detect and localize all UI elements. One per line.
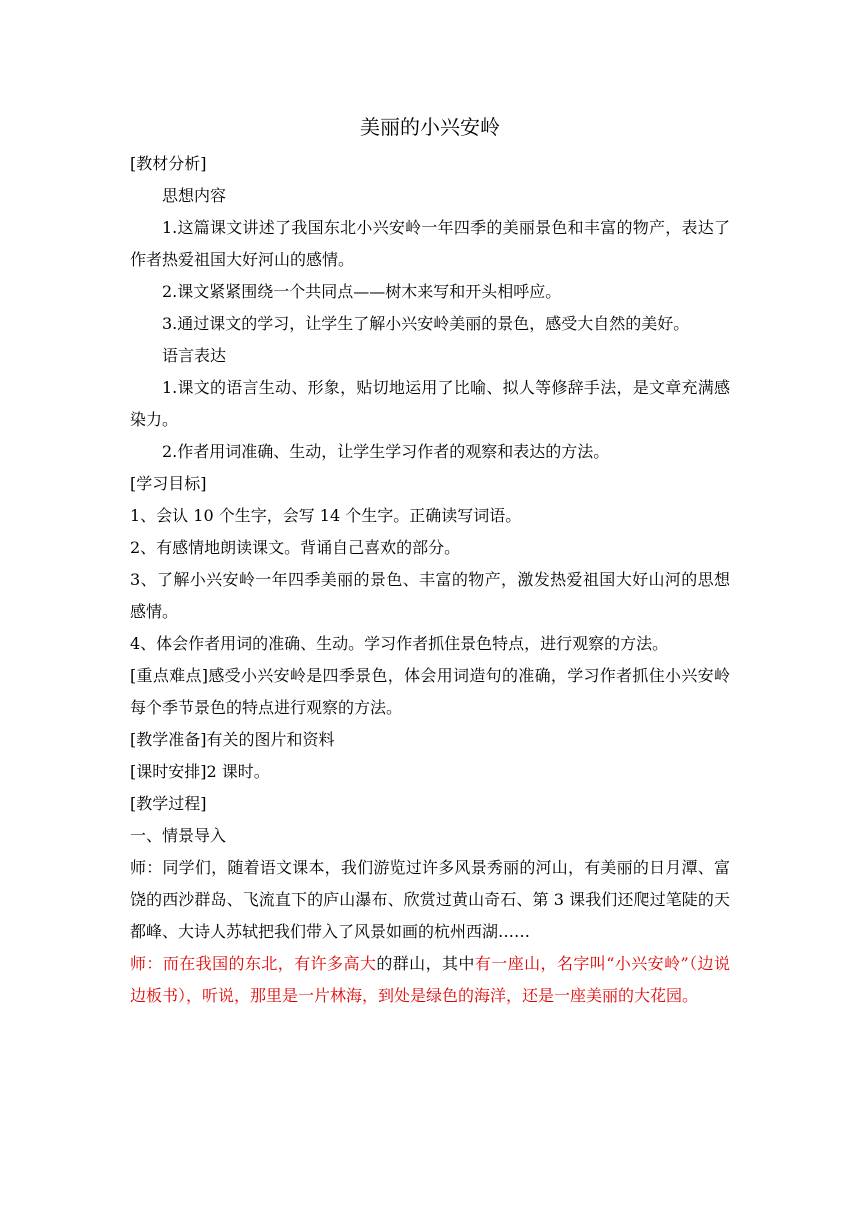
paragraph-thought-2: 2.课文紧紧围绕一个共同点——树木来写和开头相呼应。	[162, 282, 562, 301]
paragraph-thought-1: 1.这篇课文讲述了我国东北小兴安岭一年四季的美丽景色和丰富的物产，表达了作者热爱祖国大好河山的感情。	[130, 218, 730, 269]
subheader-language: 语言表达	[162, 346, 227, 365]
paragraph-schedule: [课时安排]2 课时。	[130, 762, 270, 781]
paragraph-key-points: [重点难点]感受小兴安岭是四季景色，体会用词造句的准确，学习作者抓住小兴安岭每个季节景色的特点进行观察的方法。	[130, 666, 730, 717]
teacher-2-plain: 的群山，其中	[376, 954, 475, 973]
section-header-analysis: [教材分析]	[130, 154, 207, 173]
paragraph-teacher-2	[130, 948, 730, 1012]
subheader-thought: 思想内容	[162, 186, 227, 205]
paragraph-language-2: 2.作者用词准确、生动，让学生学习作者的观察和表达的方法。	[162, 442, 610, 461]
teacher-2-highlight-b: 有一座山，名字叫“小兴安岭”（边说边板书），听说，那里是一片林海，到处是绿色的海洋，还是一座美丽的大花园。	[130, 954, 730, 1005]
paragraph-goal-1: 1、会认 10 个生字，会写 14 个生字。正确读写词语。	[130, 506, 522, 525]
section-header-goals: [学习目标]	[130, 474, 207, 493]
teacher-2-highlight-a: 师：而在我国的东北，有许多高大	[130, 954, 377, 973]
page-title: 美丽的小兴安岭	[360, 115, 500, 139]
paragraph-preparation: [教学准备]有关的图片和资料	[130, 730, 335, 749]
section-header-process: [教学过程]	[130, 794, 207, 813]
subheader-step-1: 一、情景导入	[130, 826, 227, 845]
document-page	[130, 110, 730, 1012]
paragraph-goal-4: 4、体会作者用词的准确、生动。学习作者抓住景色特点，进行观察的方法。	[130, 634, 669, 653]
paragraph-goal-3: 3、了解小兴安岭一年四季美丽的景色、丰富的物产，激发热爱祖国大好山河的思想感情。	[130, 570, 730, 621]
paragraph-teacher-1: 师：同学们，随着语文课本，我们游览过许多风景秀丽的河山，有美丽的日月潭、富饶的西沙群岛、飞流直下的庐山瀑布、欣赏过黄山奇石、第 3 课我们还爬过笔陡的天都峰、大诗人苏轼把我们带入了风景如画的杭州西湖……	[130, 858, 730, 941]
paragraph-language-1: 1.课文的语言生动、形象，贴切地运用了比喻、拟人等修辞手法，是文章充满感染力。	[130, 378, 730, 429]
paragraph-thought-3: 3.通过课文的学习，让学生了解小兴安岭美丽的景色，感受大自然的美好。	[162, 314, 690, 333]
paragraph-goal-2: 2、有感情地朗读课文。背诵自己喜欢的部分。	[130, 538, 461, 557]
